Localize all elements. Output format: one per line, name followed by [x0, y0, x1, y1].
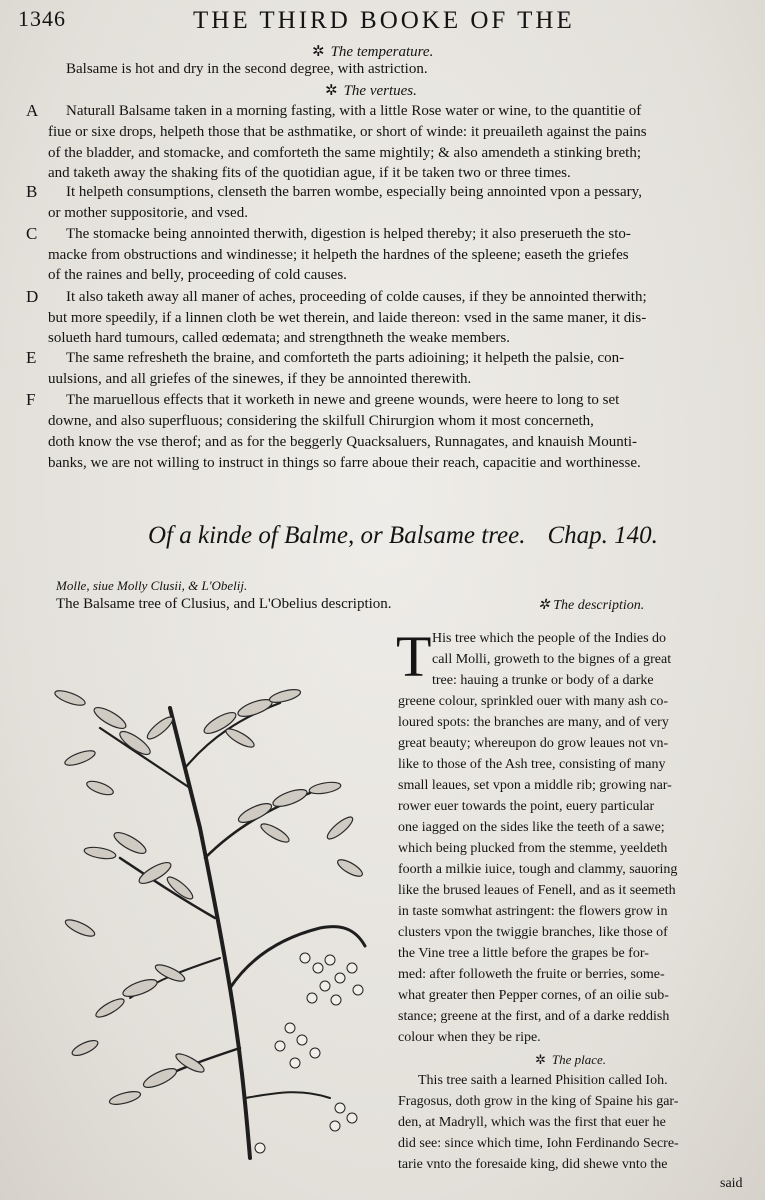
asterism-icon: ✲ — [312, 44, 325, 60]
description-line: like to those of the Ash tree, consisting of many — [398, 757, 666, 772]
asterism-icon: ✲ — [535, 1052, 546, 1067]
description-line: stance; greene at the first, and of a darke reddish — [398, 1009, 670, 1024]
description-line: like the brused leaues of Fenell, and as it seemeth — [398, 883, 676, 898]
vertue-c-line: macke from obstructions and windinesse; it helpeth the hardnes of the spleene; easeth the griefes — [48, 247, 629, 263]
margin-letter-a: A — [26, 101, 39, 120]
description-line: His tree which the people of the Indies do — [432, 631, 667, 646]
vertue-b-line: or mother suppositorie, and vsed. — [48, 205, 248, 221]
chapter-number: Chap. 140. — [547, 522, 658, 549]
description-line: foorth a milkie iuice, tough and clammy, sauoring — [398, 862, 678, 877]
margin-letter-c: C — [26, 224, 38, 243]
description-heading: ✲ The description. — [538, 598, 645, 613]
vertue-a-line: and taketh away the shaking fits of the quotidian ague, if it be taken two or three times. — [48, 165, 571, 181]
asterism-icon: ✲ — [325, 83, 338, 99]
margin-letter-f: F — [26, 390, 36, 409]
description-line: in taste somwhat astringent: the flowers grow in — [398, 904, 668, 919]
vertue-a-line: fiue or sixe drops, helpeth those that be asthmatike, or short of winde: it preuaileth against the pains — [48, 124, 647, 140]
place-line: tarie vnto the foresaide king, did shewe vnto the — [398, 1157, 668, 1172]
place-heading: ✲ The place. — [535, 1052, 607, 1067]
vertue-c-line: The stomacke being annointed therwith, digestion is helped thereby; it also preserueth the sto- — [66, 226, 631, 242]
description-line: great beauty; whereupon do grow leaues not vn- — [398, 736, 669, 751]
vertues-heading: ✲ The vertues. — [325, 83, 417, 99]
place-line: den, at Madryll, which was the first that euer he — [398, 1115, 666, 1130]
description-line: the Vine tree a little before the grapes be for- — [398, 946, 649, 961]
description-line: what greater then Pepper cornes, of an oilie sub- — [398, 988, 669, 1003]
description-line: colour when they be ripe. — [398, 1030, 541, 1045]
vertue-b-line: It helpeth consumptions, clenseth the barren wombe, especially being annointed vpon a pessary, — [66, 184, 642, 200]
vertue-d-line: It also taketh away all maner of aches, proceeding of colde causes, if they be annointed therwith; — [66, 289, 647, 305]
vertue-f-line: downe, and also superfluous; considering the skilfull Chirurgion whom it most concerneth, — [48, 413, 594, 429]
drop-cap: T — [396, 624, 432, 689]
temperature-heading: ✲ The temperature. — [312, 44, 434, 60]
catchword: said — [720, 1176, 743, 1191]
description-line: greene colour, sprinkled ouer with many ash co- — [398, 694, 669, 709]
vertue-f-line: doth know the vse therof; and as for the beggerly Quacksaluers, Runnagates, and knauish Mounti- — [48, 434, 638, 450]
page-header — [18, 6, 747, 36]
margin-letter-e: E — [26, 348, 37, 367]
temperature-text: Balsame is hot and dry in the second degree, with astriction. — [66, 61, 428, 77]
description-line: med: after followeth the fruite or berries, some- — [398, 967, 665, 982]
description-line: loured spots: the branches are many, and of very — [398, 715, 669, 730]
running-head: THE THIRD BOOKE OF THE — [193, 7, 575, 34]
vertue-e-line: The same refresheth the braine, and comforteth the parts adioining; it helpeth the palsie, con- — [66, 350, 625, 366]
description-line: tree: hauing a trunke or body of a darke — [432, 673, 654, 688]
page-number: 1346 — [18, 6, 66, 31]
vertue-f-line: The maruellous effects that it worketh in newe and greene wounds, were heere to long to set — [66, 392, 620, 408]
place-line: did see: since which time, Iohn Ferdinando Secre- — [398, 1136, 679, 1151]
plant-synonym: Molle, siue Molly Clusii, & L'Obelij. — [56, 578, 248, 593]
vertue-f-line: banks, we are not willing to instruct in things so farre aboue their reach, capacitie and worthinesse. — [48, 455, 641, 471]
vertue-e-line: uulsions, and all griefes of the sinewes, if they be annointed therewith. — [48, 371, 472, 387]
description-line: small leaues, set vpon a middle rib; growing nar- — [398, 778, 672, 793]
description-line: which being plucked from the stemme, yeeldeth — [398, 841, 668, 856]
description-line: one iagged on the sides like the teeth of a sawe; — [398, 820, 665, 835]
chapter-title: Of a kinde of Balme, or Balsame tree. Chap. 140. — [148, 522, 658, 549]
description-line: call Molli, groweth to the bignes of a great — [432, 652, 672, 667]
description-line: clusters vpon the twiggie branches, like those of — [398, 925, 668, 940]
description-line: rower euer towards the point, euery particular — [398, 799, 655, 814]
margin-letter-b: B — [26, 182, 38, 201]
place-line: Fragosus, doth grow in the king of Spaine his gar- — [398, 1094, 679, 1109]
figure-caption: The Balsame tree of Clusius, and L'Obelius description. — [56, 596, 392, 612]
asterism-icon: ✲ — [538, 598, 554, 613]
vertue-a-line: Naturall Balsame taken in a morning fasting, with a little Rose water or wine, to the quantitie of — [66, 103, 642, 119]
vertue-d-line: solueth hard tumours, called œdemata; and strengthneth the weake members. — [48, 330, 510, 346]
place-line: This tree saith a learned Phisition called Ioh. — [418, 1073, 668, 1088]
vertue-c-line: of the raines and belly, proceeding of cold causes. — [48, 267, 347, 283]
margin-letter-d: D — [26, 287, 39, 306]
vertue-a-line: of the bladder, and stomacke, and comforteth the same mightily; & also amendeth a stinking breth; — [48, 145, 641, 161]
balsame-tree-woodcut — [40, 628, 390, 1168]
vertue-d-line: but more speedily, if a linnen cloth be wet therein, and laide thereon: vsed in the same maner, it dis- — [48, 310, 647, 326]
